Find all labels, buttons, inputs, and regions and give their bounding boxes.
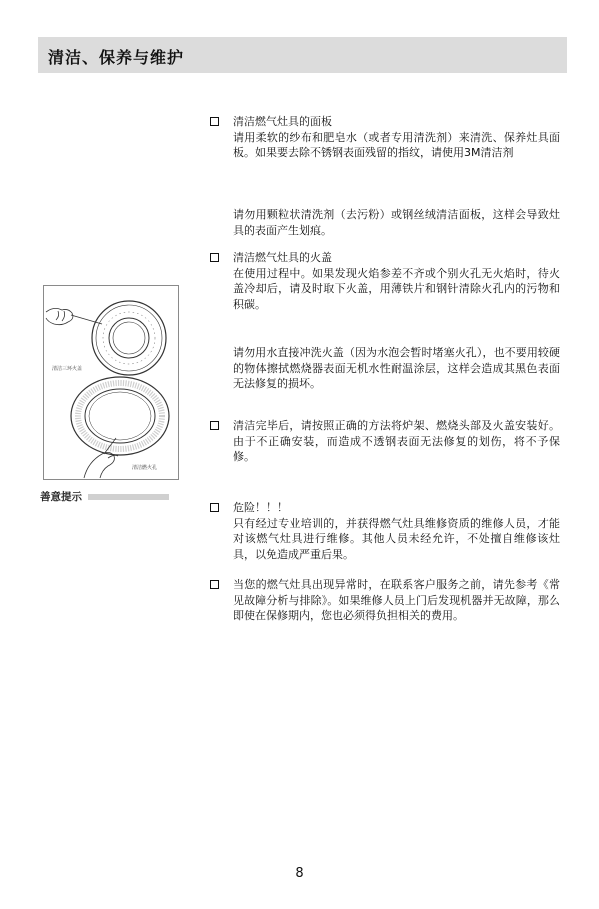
item-clean-burner-cap xyxy=(210,250,560,312)
item-clean-panel xyxy=(210,114,560,161)
burner-warning-note: 请勿用水直接冲洗火盖（因为水泡会暂时堵塞火孔），也不要用较硬的物体擦拭燃烧器表面无机水性耐温涂层，这样会造成其黑色表面无法修复的损坏。 xyxy=(233,346,560,390)
wire-hand-icon xyxy=(84,438,118,478)
checkbox-icon xyxy=(210,580,219,589)
panel-warning-note: 请勿用颗粒状清洗剂（去污粉）或钢丝绒清洁面板，这样会导致灶具的表面产生划痕。 xyxy=(233,208,560,237)
item-body: 只有经过专业培训的，并获得燃气灶具维修资质的维修人员，才能对该燃气灶具进行维修。其他人员未经允许，不处擅自维修该灶具，以免造成严重后果。 xyxy=(233,516,560,561)
checkbox-icon xyxy=(210,117,219,126)
item-danger xyxy=(210,500,560,562)
needle-hand-icon xyxy=(46,308,102,324)
burner-cleaning-illustration xyxy=(43,285,179,480)
item-body: 在使用过程中。如果发现火焰参差不齐或个别火孔无火焰时，待火盖冷却后，请及时取下火盖，用薄铁片和钢针清除火孔内的污物和积碳。 xyxy=(233,266,560,311)
checkbox-icon xyxy=(210,421,219,430)
checkbox-icon xyxy=(210,503,219,512)
section-title: 清洁、保养与维护 xyxy=(48,48,185,67)
figure-label-top: 清洁三环火盖 xyxy=(52,366,83,372)
item-reassembly xyxy=(210,418,560,465)
section-header xyxy=(38,37,567,73)
page-number: 8 xyxy=(295,866,304,881)
figure-label-bottom: 清洁燃火孔 xyxy=(132,465,158,471)
tip-heading: 善意提示 xyxy=(40,491,82,503)
item-malfunction xyxy=(210,577,560,624)
item-body: 当您的燃气灶具出现异常时，在联系客户服务之前，请先参考《常见故障分析与排除》。如果维修人员上门后发现机器并无故障，那么即使在保修期内，您也必须得负担相关的费用。 xyxy=(233,578,560,622)
item-title: 清洁燃气灶具的面板 xyxy=(233,115,332,128)
item-title: 危险！！！ xyxy=(233,501,288,514)
burner-illustration-svg xyxy=(44,286,178,479)
tip-divider-bar xyxy=(88,494,169,500)
item-title: 清洁燃气灶具的火盖 xyxy=(233,251,332,264)
item-body: 请用柔软的纱布和肥皂水（或者专用清洗剂）来清洗、保养灶具面板。如果要去除不锈钢表面残留的指纹，请使用3M清洁剂 xyxy=(233,130,560,159)
upper-burner-ring xyxy=(92,301,166,375)
item-body: 清洁完毕后，请按照正确的方法将炉架、燃烧头部及火盖安装好。由于不正确安装，而造成不透钢表面无法修复的划伤，将不予保修。 xyxy=(233,419,560,463)
checkbox-icon xyxy=(210,253,219,262)
lower-burner-ring xyxy=(71,377,169,455)
